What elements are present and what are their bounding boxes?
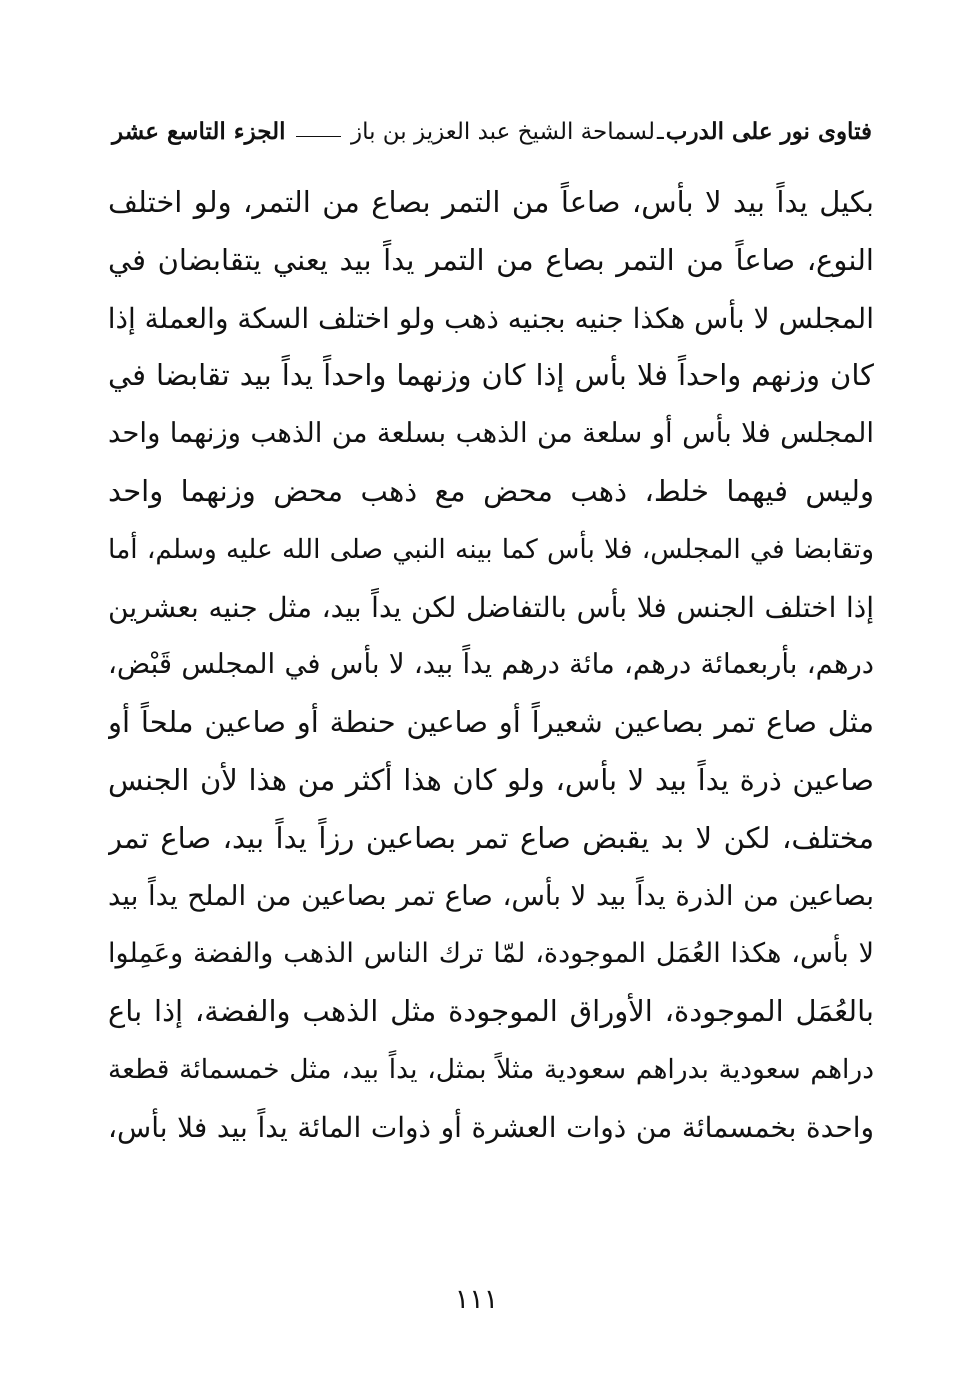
body-text (108, 174, 874, 1157)
header-rule (296, 136, 341, 137)
text-line: بالعُمَل الموجودة، الأوراق الموجودة مثل الذهب والفضة، إذا باع (108, 994, 874, 1029)
text-line: صاعين ذرة يداً بيد لا بأس، ولو كان هذا أكثر من هذا لأن الجنس (108, 762, 874, 797)
book-title: فتاوى نور على الدرب (665, 118, 872, 145)
text-line: بكيل يداً بيد لا بأس، صاعاً من التمر بصاع من التمر، ولو اختلف (108, 185, 874, 219)
part-label: الجزء التاسع عشر (112, 118, 286, 145)
text-line: مثل صاع تمر بصاعين شعيراً أو صاعين حنطة أو صاعين ملحاً أو (108, 705, 874, 740)
text-line: دراهم سعودية بدراهم سعودية مثلاً بمثل، يداً بيد، مثل خمسمائة قطعة (108, 1053, 874, 1085)
text-line: إذا اختلف الجنس فلا بأس بالتفاضل لكن يداً بيد، مثل جنيه بعشرين (108, 590, 874, 624)
text-line: وتقابضا في المجلس، فلا بأس كما بينه النبي صلى الله عليه وسلم، أما (108, 533, 874, 565)
text-line: لا بأس، هكذا العُمَل الموجودة، لمّا ترك الناس الذهب والفضة وعَمِلوا (108, 938, 874, 970)
text-line: درهم، بأربعمائة درهم، مائة درهم يداً بيد، لا بأس في المجلس قَبْض، (108, 648, 874, 681)
text-line: كان وزنهم واحداً فلا بأس إذا كان وزنهما واحداً يداً بيد تقابضا في (108, 358, 874, 393)
text-line: بصاعين من الذرة يداً بيد لا بأس، صاع تمر بصاعين من الملح يداً بيد (108, 879, 874, 912)
author-name: لسماحة الشيخ عبد العزيز بن باز (350, 119, 656, 145)
text-line: مختلف، لكن لا بد يقبض صاع تمر بصاعين رزاً يداً بيد، صاع تمر (108, 820, 874, 855)
text-line: النوع، صاعاً من التمر بصاع من التمر يداً بيد يعني يتقابضان في (108, 242, 874, 277)
text-line: المجلس لا بأس هكذا جنيه بجنيه ذهب ولو اختلف السكة والعملة إذا (108, 301, 874, 335)
text-line: وليس فيهما خلط، ذهب محض مع ذهب محض وزنهما واحد (108, 473, 874, 508)
text-line: واحدة بخمسمائة من ذوات العشرة أو ذوات المائة يداً بيد فلا بأس، (108, 1110, 874, 1144)
text-line: المجلس فلا بأس أو سلعة من الذهب بسلعة من الذهب وزنهما واحد (108, 417, 874, 450)
running-header (112, 110, 872, 154)
page-number: ١١١ (454, 1284, 499, 1315)
header-separator: ـ (657, 119, 664, 145)
